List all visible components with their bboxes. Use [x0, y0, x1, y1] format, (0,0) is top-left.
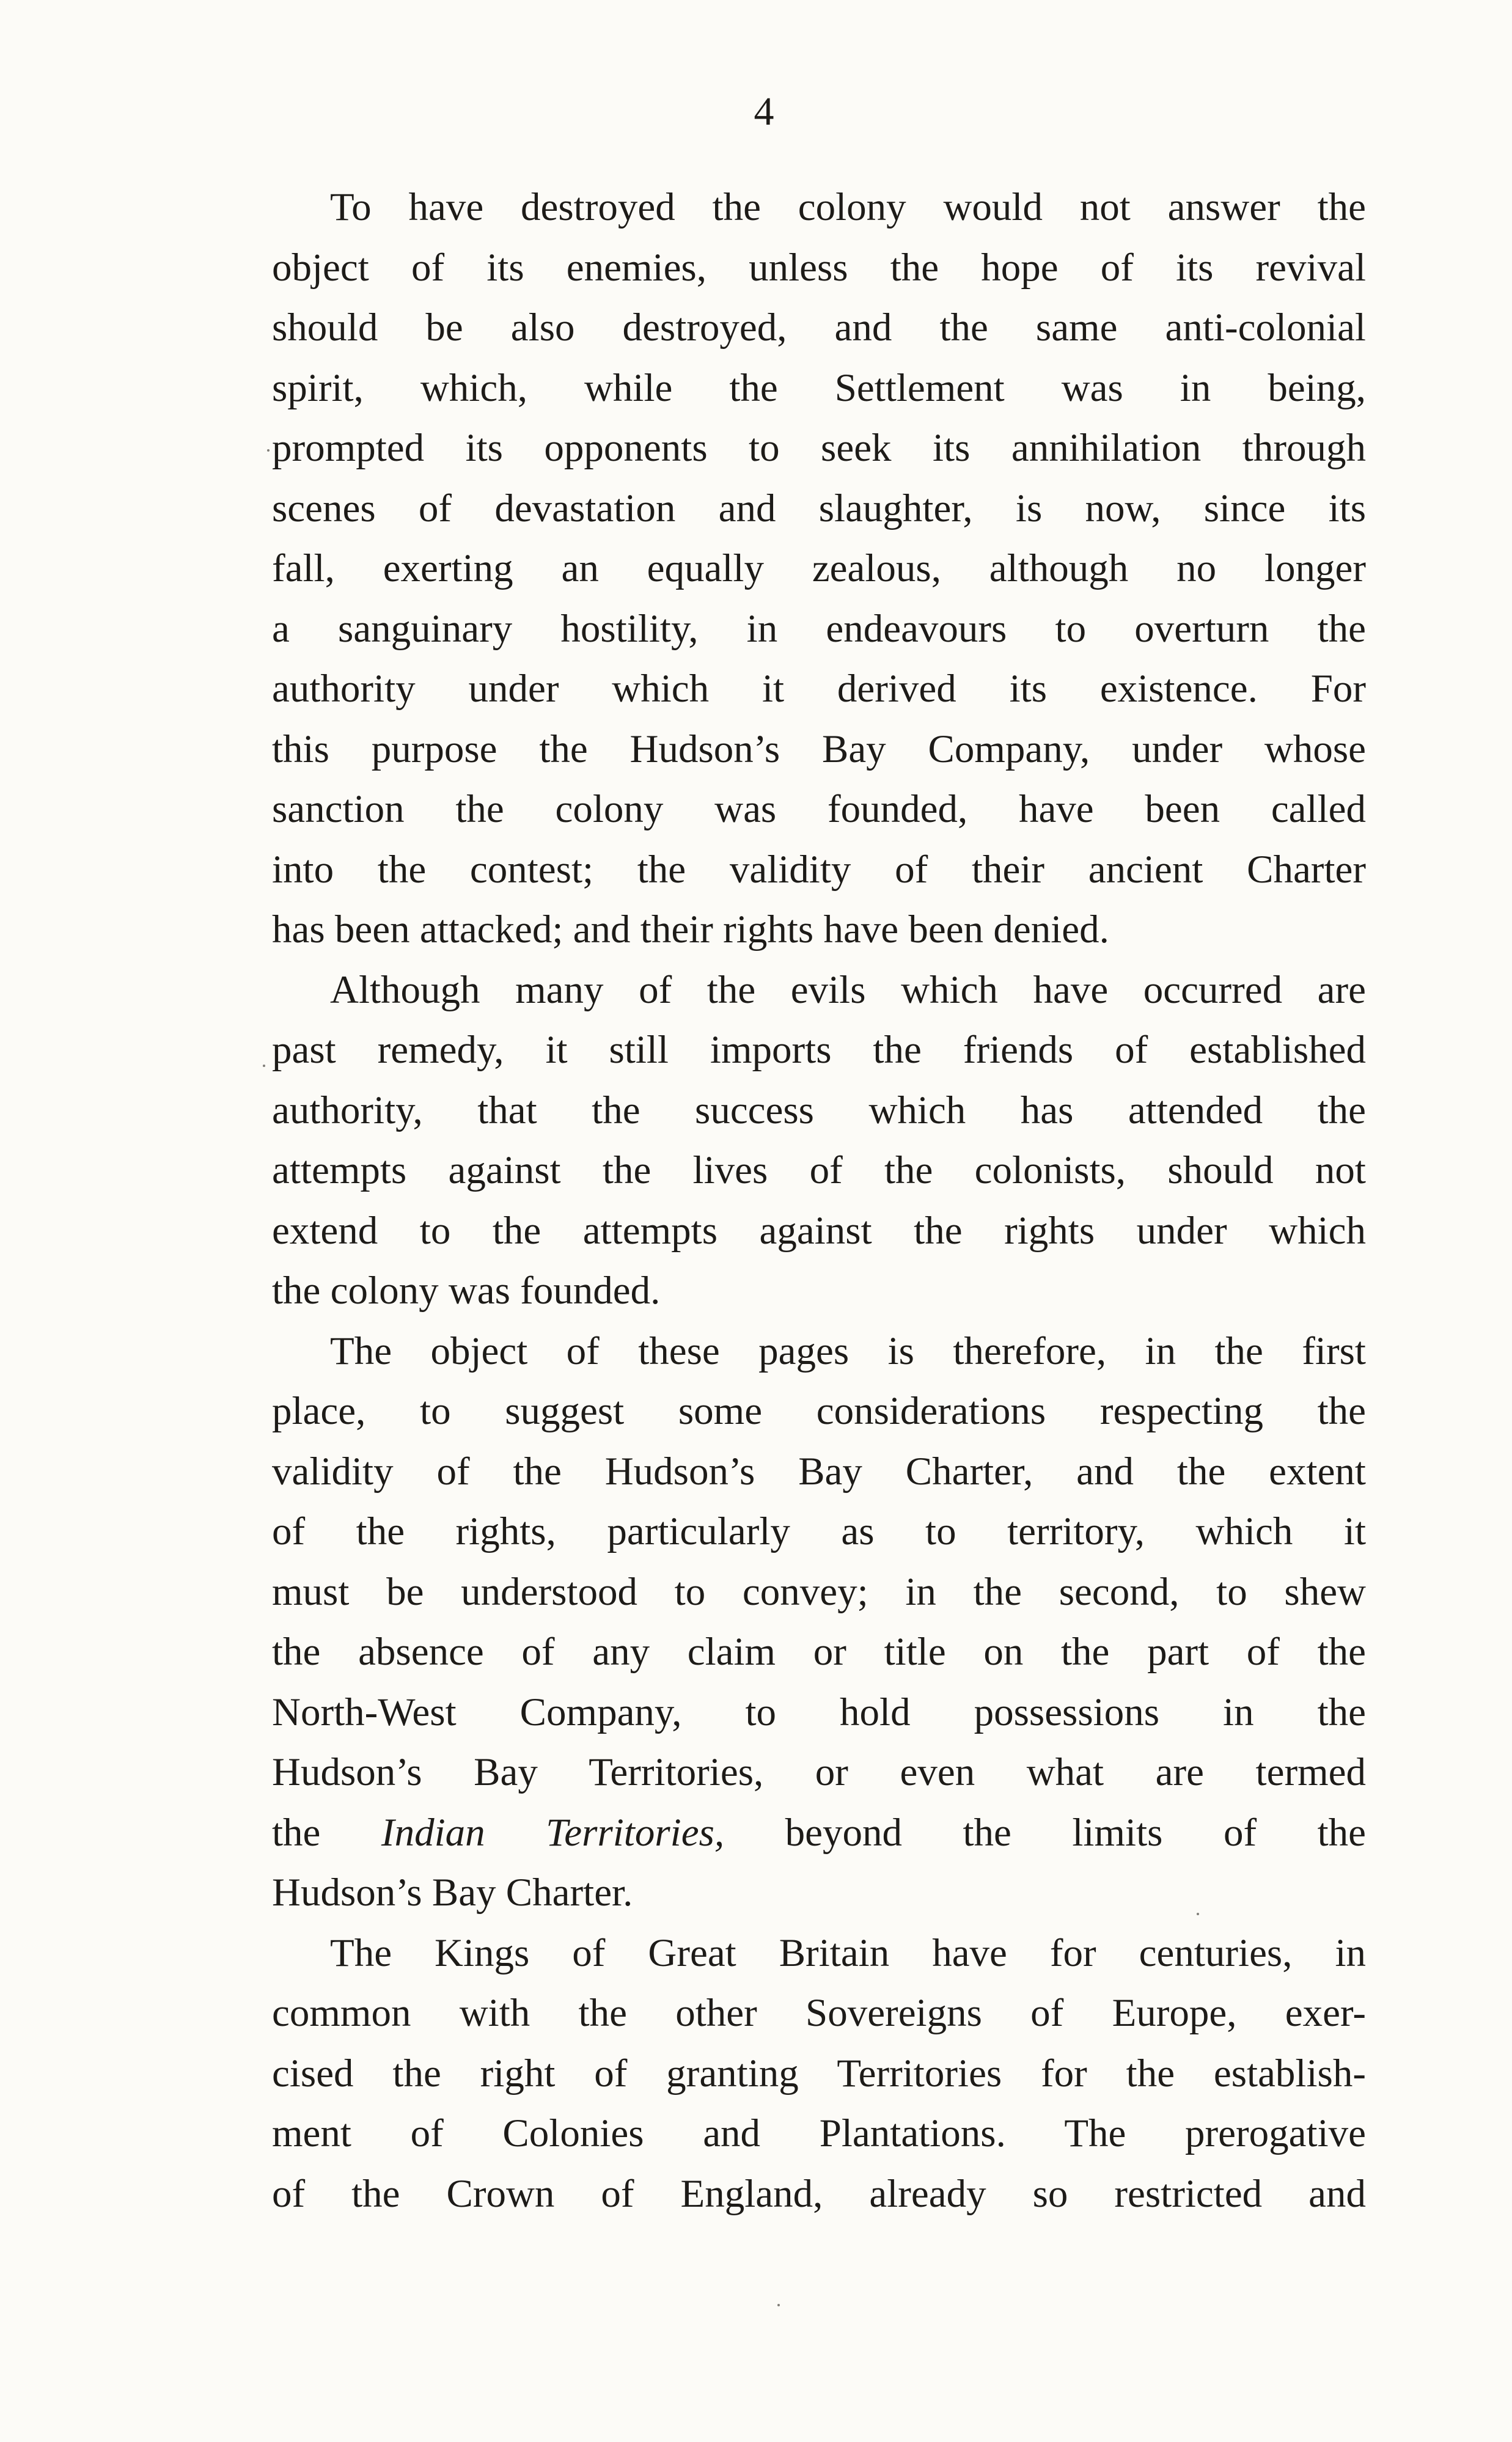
paragraph-3-line-1: The object of these pages is therefore, in the first [330, 1329, 1366, 1373]
paragraph-3-line-4: of the rights, particularly as to territory, which it [272, 1509, 1366, 1553]
paragraph-1-line-6: scenes of devastation and slaughter, is now, since its [272, 486, 1366, 530]
page-number: 4 [754, 89, 774, 134]
paragraph-4-line-2: common with the other Sovereigns of Europe, exer- [272, 1991, 1366, 2035]
paragraph-1-line-7: fall, exerting an equally zealous, although no longer [272, 546, 1366, 590]
paragraph-2-line-5: extend to the attempts against the rights under which [272, 1208, 1366, 1253]
paragraph-4 [272, 1923, 1366, 2224]
paragraph-3-line-2: place, to suggest some considerations respecting the [272, 1389, 1366, 1433]
paragraph-3-line-9-suffix: beyond the limits of the [785, 1810, 1367, 1855]
paragraph-2-line-3: authority, that the success which has attended the [272, 1088, 1366, 1132]
ink-mark [263, 1065, 265, 1067]
paragraph-4-line-4: ment of Colonies and Plantations. The prerogative [272, 2111, 1366, 2155]
indian-territories-italic: Indian Territories, [381, 1810, 725, 1855]
paragraph-4-line-3: cised the right of granting Territories for the establish- [272, 2051, 1366, 2096]
ink-mark [267, 449, 270, 452]
paragraph-3-line-8: Hudson’s Bay Territories, or even what are termed [272, 1750, 1366, 1794]
paragraph-3 [272, 1321, 1366, 1923]
paragraph-3-line-7: North-West Company, to hold possessions in the [272, 1690, 1366, 1734]
paragraph-3-line-9-prefix: the [272, 1810, 321, 1855]
paragraph-1-line-1: To have destroyed the colony would not answer the [330, 185, 1366, 229]
paragraph-1-line-12: into the contest; the validity of their ancient Charter [272, 847, 1366, 892]
paragraph-1-line-3: should be also destroyed, and the same anti-colonial [272, 306, 1366, 350]
paragraph-3-line-3: validity of the Hudson’s Bay Charter, and the extent [272, 1449, 1366, 1494]
paragraph-3-line-10: Hudson’s Bay Charter. [272, 1871, 633, 1915]
paragraph-3-line-5: must be understood to convey; in the second, to shew [272, 1569, 1366, 1614]
paragraph-1-line-8: a sanguinary hostility, in endeavours to overturn the [272, 606, 1366, 651]
ink-mark [1197, 1913, 1199, 1915]
paragraph-2-line-2: past remedy, it still imports the friends of established [272, 1028, 1366, 1072]
ink-mark [777, 2304, 780, 2306]
paragraph-4-line-5: of the Crown of England, already so restricted and [272, 2171, 1366, 2216]
paragraph-1-line-2: object of its enemies, unless the hope of its revival [272, 245, 1366, 290]
page-body [272, 177, 1366, 2224]
paragraph-1-line-11: sanction the colony was founded, have been called [272, 787, 1366, 831]
paragraph-1-line-10: this purpose the Hudson’s Bay Company, under whose [272, 727, 1366, 771]
paragraph-3-line-6: the absence of any claim or title on the part of the [272, 1630, 1366, 1674]
paragraph-1-line-5: prompted its opponents to seek its annihilation through [272, 426, 1366, 470]
paragraph-2 [272, 960, 1366, 1321]
paragraph-2-line-1: Although many of the evils which have occurred are [330, 967, 1366, 1012]
paragraph-4-line-1: The Kings of Great Britain have for centuries, in [330, 1931, 1366, 1975]
paragraph-1-line-4: spirit, which, while the Settlement was in being, [272, 365, 1366, 410]
paragraph-2-line-4: attempts against the lives of the colonists, should not [272, 1148, 1366, 1192]
paragraph-1 [272, 177, 1366, 960]
paragraph-2-line-6: the colony was founded. [272, 1269, 661, 1313]
paragraph-1-line-13: has been attacked; and their rights have been denied. [272, 908, 1109, 952]
paragraph-3-line-9 [272, 1803, 1366, 1863]
paragraph-1-line-9: authority under which it derived its existence. For [272, 667, 1366, 711]
